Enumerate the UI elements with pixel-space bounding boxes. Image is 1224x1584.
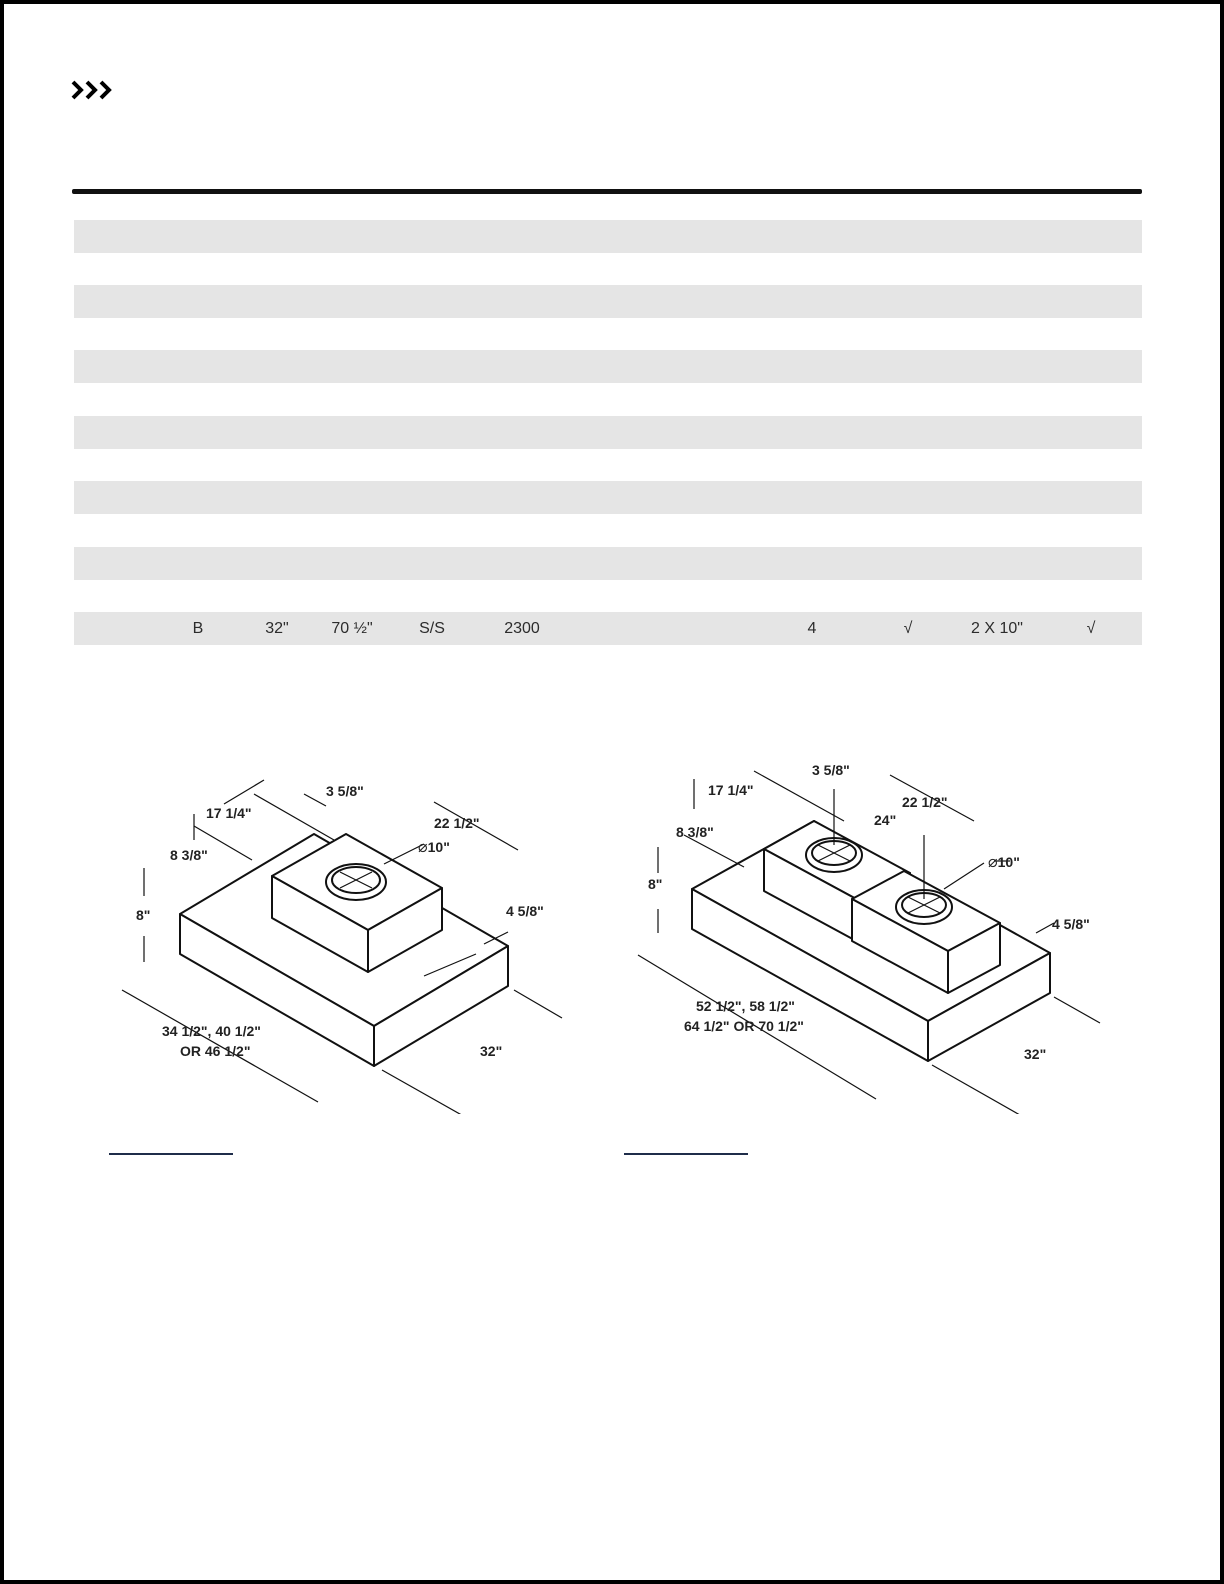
cell-count: 4 <box>807 620 817 637</box>
dim-blower-depth-label: 17 1/4" <box>206 805 252 821</box>
dim-length-line2: 64 1/2" OR 70 1/2" <box>684 1018 804 1034</box>
dim-blower-width-label: 22 1/2" <box>434 815 480 831</box>
dim-top-offset-label: 3 5/8" <box>812 762 850 778</box>
table-row-band <box>74 481 1142 514</box>
cell-depth: 32" <box>265 620 289 637</box>
cell-check-1: √ <box>903 620 913 637</box>
dim-side-inset-label: 4 5/8" <box>506 903 544 919</box>
dim-duct-value: 10" <box>997 854 1020 870</box>
single-blower-diagram <box>104 764 574 1114</box>
dim-side-inset-label: 4 5/8" <box>1052 916 1090 932</box>
table-row-band <box>74 547 1142 580</box>
triple-chevron-right-icon <box>70 78 118 102</box>
table-row-band <box>74 350 1142 383</box>
cell-cfm: 2300 <box>504 620 540 637</box>
dim-duct-label: ⌀10" <box>418 839 450 856</box>
cell-finish: S/S <box>419 620 445 637</box>
dim-blower-height-label: 8 3/8" <box>676 824 714 840</box>
dim-spacing-label: 24" <box>874 812 897 828</box>
dim-body-height-label: 8" <box>648 876 663 892</box>
cell-variant: B <box>192 620 204 637</box>
dim-length-line1: 34 1/2", 40 1/2" <box>162 1023 261 1039</box>
dim-top-offset-label: 3 5/8" <box>326 783 364 799</box>
dim-blower-depth-label: 17 1/4" <box>708 782 754 798</box>
table-row-band <box>74 220 1142 253</box>
cell-check-2: √ <box>1086 620 1096 637</box>
single-blower-caption-underline <box>109 1153 233 1155</box>
cell-width: 70 ½" <box>331 620 373 637</box>
dim-depth-label: 32" <box>1024 1046 1047 1062</box>
dim-body-height-label: 8" <box>136 907 151 923</box>
dim-duct-value: 10" <box>427 839 450 855</box>
dim-duct-label: ⌀10" <box>988 854 1020 871</box>
table-row <box>74 612 1142 645</box>
dim-blower-width-label: 22 1/2" <box>902 794 948 810</box>
table-row-band <box>74 285 1142 318</box>
dim-blower-height-label: 8 3/8" <box>170 847 208 863</box>
dim-depth-label: 32" <box>480 1043 503 1059</box>
dim-length-line2: OR 46 1/2" <box>180 1043 251 1059</box>
cell-duct: 2 X 10" <box>971 620 1023 637</box>
double-blower-diagram <box>614 749 1124 1114</box>
double-blower-caption-underline <box>624 1153 748 1155</box>
dim-length-line1: 52 1/2", 58 1/2" <box>696 998 795 1014</box>
table-row-band <box>74 416 1142 449</box>
header-divider <box>72 189 1142 194</box>
